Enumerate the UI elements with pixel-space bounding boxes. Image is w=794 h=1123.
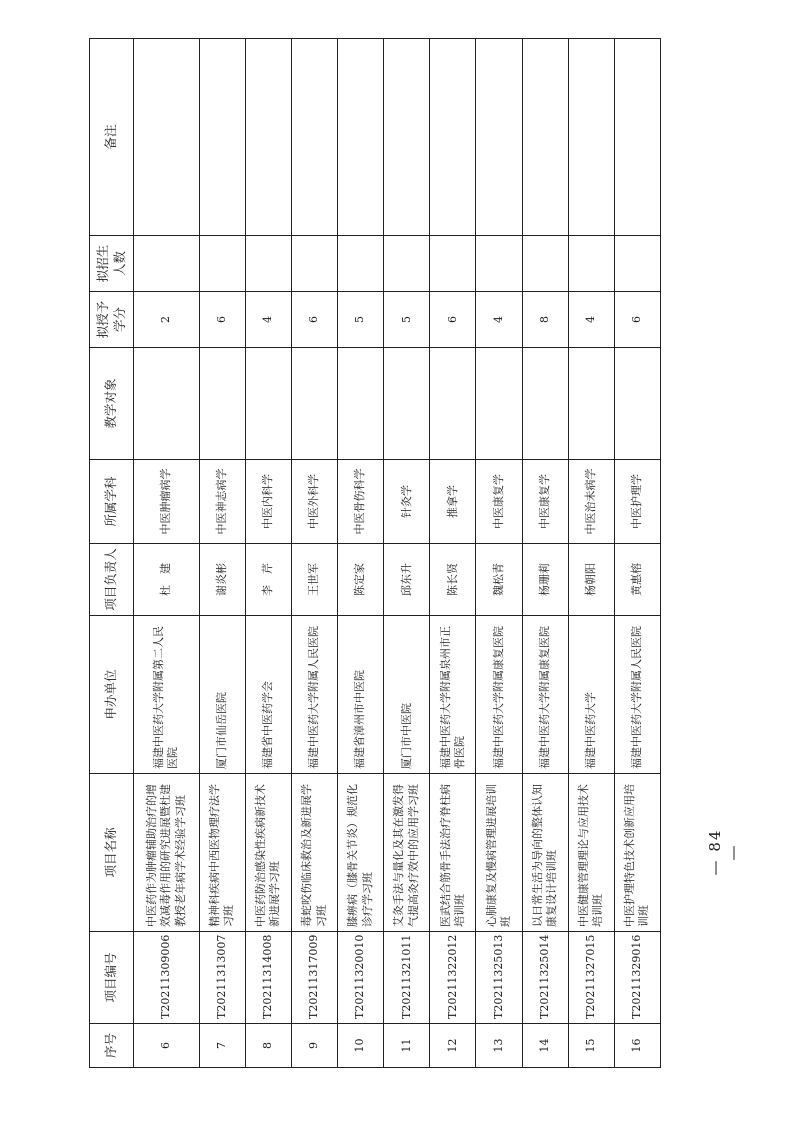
cell-organizer: 厦门市仙岳医院 [199, 616, 245, 774]
cell-enrollment [568, 236, 614, 292]
cell-leader: 杨朝阳 [568, 544, 614, 616]
cell-leader: 陈长贤 [430, 544, 476, 616]
cell-credits: 4 [476, 292, 522, 348]
cell-remarks [614, 39, 660, 236]
cell-discipline: 中医治未病学 [568, 460, 614, 544]
cell-enrollment [338, 236, 384, 292]
cell-seq: 11 [384, 1024, 430, 1068]
cell-project-id: T20211313007 [199, 932, 245, 1024]
cell-organizer: 福建省中医药学会 [245, 616, 291, 774]
cell-project-id: T20211327015 [568, 932, 614, 1024]
cell-remarks [430, 39, 476, 236]
cell-discipline: 中医护理学 [614, 460, 660, 544]
cell-leader: 杨珊莉 [522, 544, 568, 616]
cell-audience [384, 348, 430, 460]
cell-audience [476, 348, 522, 460]
table-header-row [90, 39, 134, 1068]
cell-audience [338, 348, 384, 460]
cell-project-id: T20211325013 [476, 932, 522, 1024]
cell-credits: 6 [430, 292, 476, 348]
cell-organizer: 福建中医药大学附属泉州市正骨医院 [430, 616, 476, 774]
table-row [522, 39, 568, 1068]
cell-remarks [134, 39, 200, 236]
page-number: — 84 — [706, 828, 742, 876]
cell-discipline: 中医康复学 [476, 460, 522, 544]
project-table [89, 38, 661, 1068]
cell-project-id: T20211309006 [134, 932, 200, 1024]
cell-organizer: 福建中医药大学附属第二人民医院 [134, 616, 200, 774]
cell-discipline: 推拿学 [430, 460, 476, 544]
cell-discipline: 中医肿瘤病学 [134, 460, 200, 544]
cell-seq: 16 [614, 1024, 660, 1068]
cell-audience [134, 348, 200, 460]
cell-credits: 5 [384, 292, 430, 348]
header-project-id: 项目编号 [90, 932, 134, 1024]
cell-project-id: T20211329016 [614, 932, 660, 1024]
table-row [291, 39, 337, 1068]
cell-organizer: 福建中医药大学附属康复医院 [476, 616, 522, 774]
cell-credits: 6 [199, 292, 245, 348]
cell-discipline: 中医骨伤科学 [338, 460, 384, 544]
table-row [614, 39, 660, 1068]
cell-enrollment [245, 236, 291, 292]
cell-remarks [338, 39, 384, 236]
cell-leader: 李 芹 [245, 544, 291, 616]
table-row [199, 39, 245, 1068]
cell-audience [430, 348, 476, 460]
cell-seq: 9 [291, 1024, 337, 1068]
cell-seq: 12 [430, 1024, 476, 1068]
cell-remarks [291, 39, 337, 236]
header-credits: 拟授予学分 [90, 292, 134, 348]
cell-project-id: T20211320010 [338, 932, 384, 1024]
cell-enrollment [291, 236, 337, 292]
cell-discipline: 中医神志病学 [199, 460, 245, 544]
table-row [430, 39, 476, 1068]
cell-credits: 6 [614, 292, 660, 348]
cell-project-name: 医武结合筋骨手法治疗脊柱病培训班 [430, 774, 476, 932]
cell-audience [522, 348, 568, 460]
cell-project-id: T20211317009 [291, 932, 337, 1024]
cell-organizer: 福建省漳州市中医院 [338, 616, 384, 774]
cell-organizer: 福建中医药大学附属人民医院 [291, 616, 337, 774]
cell-credits: 4 [245, 292, 291, 348]
cell-enrollment [476, 236, 522, 292]
cell-project-id: T20211322012 [430, 932, 476, 1024]
cell-enrollment [522, 236, 568, 292]
cell-project-id: T20211325014 [522, 932, 568, 1024]
cell-leader: 谢炎彬 [199, 544, 245, 616]
cell-credits: 6 [291, 292, 337, 348]
cell-audience [291, 348, 337, 460]
cell-seq: 7 [199, 1024, 245, 1068]
cell-seq: 6 [134, 1024, 200, 1068]
header-enrollment: 拟招生人数 [90, 236, 134, 292]
cell-remarks [245, 39, 291, 236]
cell-leader: 魏松青 [476, 544, 522, 616]
cell-seq: 10 [338, 1024, 384, 1068]
cell-enrollment [614, 236, 660, 292]
cell-project-name: 中医健康管理理论与应用技术培训班 [568, 774, 614, 932]
cell-leader: 王世军 [291, 544, 337, 616]
cell-seq: 14 [522, 1024, 568, 1068]
cell-seq: 8 [245, 1024, 291, 1068]
cell-organizer: 福建中医药大学附属康复医院 [522, 616, 568, 774]
cell-discipline: 中医内科学 [245, 460, 291, 544]
cell-project-id: T20211321011 [384, 932, 430, 1024]
cell-leader: 邱东升 [384, 544, 430, 616]
cell-project-name: 精神科疾病中西医物理疗法学习班 [199, 774, 245, 932]
table-row [476, 39, 522, 1068]
cell-project-name: 以日常生活为导向的整体认知康复设计培训班 [522, 774, 568, 932]
cell-project-name: 毒蛇咬伤临床救治及新进展学习班 [291, 774, 337, 932]
cell-credits: 5 [338, 292, 384, 348]
cell-credits: 4 [568, 292, 614, 348]
cell-leader: 陈定家 [338, 544, 384, 616]
cell-credits: 8 [522, 292, 568, 348]
cell-leader: 杜 建 [134, 544, 200, 616]
table-row [134, 39, 200, 1068]
cell-seq: 15 [568, 1024, 614, 1068]
table-row [568, 39, 614, 1068]
cell-remarks [476, 39, 522, 236]
header-audience: 教学对象 [90, 348, 134, 460]
table-row [338, 39, 384, 1068]
cell-leader: 黄惠榕 [614, 544, 660, 616]
cell-enrollment [384, 236, 430, 292]
cell-enrollment [430, 236, 476, 292]
cell-project-name: 心肺康复及慢病管理进展培训班 [476, 774, 522, 932]
cell-credits: 2 [134, 292, 200, 348]
header-project-name: 项目名称 [90, 774, 134, 932]
cell-project-name: 膝痹病（膝骨关节炎）规范化诊疗学习班 [338, 774, 384, 932]
cell-audience [614, 348, 660, 460]
cell-project-name: 中医药作为肿瘤辅助治疗的增效减毒作用的研究进展暨杜建教授老年病学术经验学习班 [134, 774, 200, 932]
cell-remarks [568, 39, 614, 236]
cell-organizer: 福建中医药大学 [568, 616, 614, 774]
cell-organizer: 厦门市中医院 [384, 616, 430, 774]
cell-audience [568, 348, 614, 460]
table-row [245, 39, 291, 1068]
header-seq: 序号 [90, 1024, 134, 1068]
cell-project-name: 中医护理特色技术创新应用培训班 [614, 774, 660, 932]
cell-project-name: 艾灸手法与量化及其在激发得气提高灸疗效中的应用学习班 [384, 774, 430, 932]
cell-organizer: 福建中医药大学附属人民医院 [614, 616, 660, 774]
cell-enrollment [134, 236, 200, 292]
header-discipline: 所属学科 [90, 460, 134, 544]
cell-enrollment [199, 236, 245, 292]
cell-project-name: 中医药防治感染性疾病新技术新进展学习班 [245, 774, 291, 932]
cell-seq: 13 [476, 1024, 522, 1068]
header-organizer: 申办单位 [90, 616, 134, 774]
cell-remarks [384, 39, 430, 236]
cell-project-id: T20211314008 [245, 932, 291, 1024]
cell-discipline: 中医外科学 [291, 460, 337, 544]
cell-audience [199, 348, 245, 460]
header-remarks: 备注 [90, 39, 134, 236]
cell-discipline: 中医康复学 [522, 460, 568, 544]
cell-remarks [199, 39, 245, 236]
table-row [384, 39, 430, 1068]
cell-audience [245, 348, 291, 460]
cell-remarks [522, 39, 568, 236]
cell-discipline: 针灸学 [384, 460, 430, 544]
header-leader: 项目负责人 [90, 544, 134, 616]
rotated-table-container [89, 39, 661, 1068]
